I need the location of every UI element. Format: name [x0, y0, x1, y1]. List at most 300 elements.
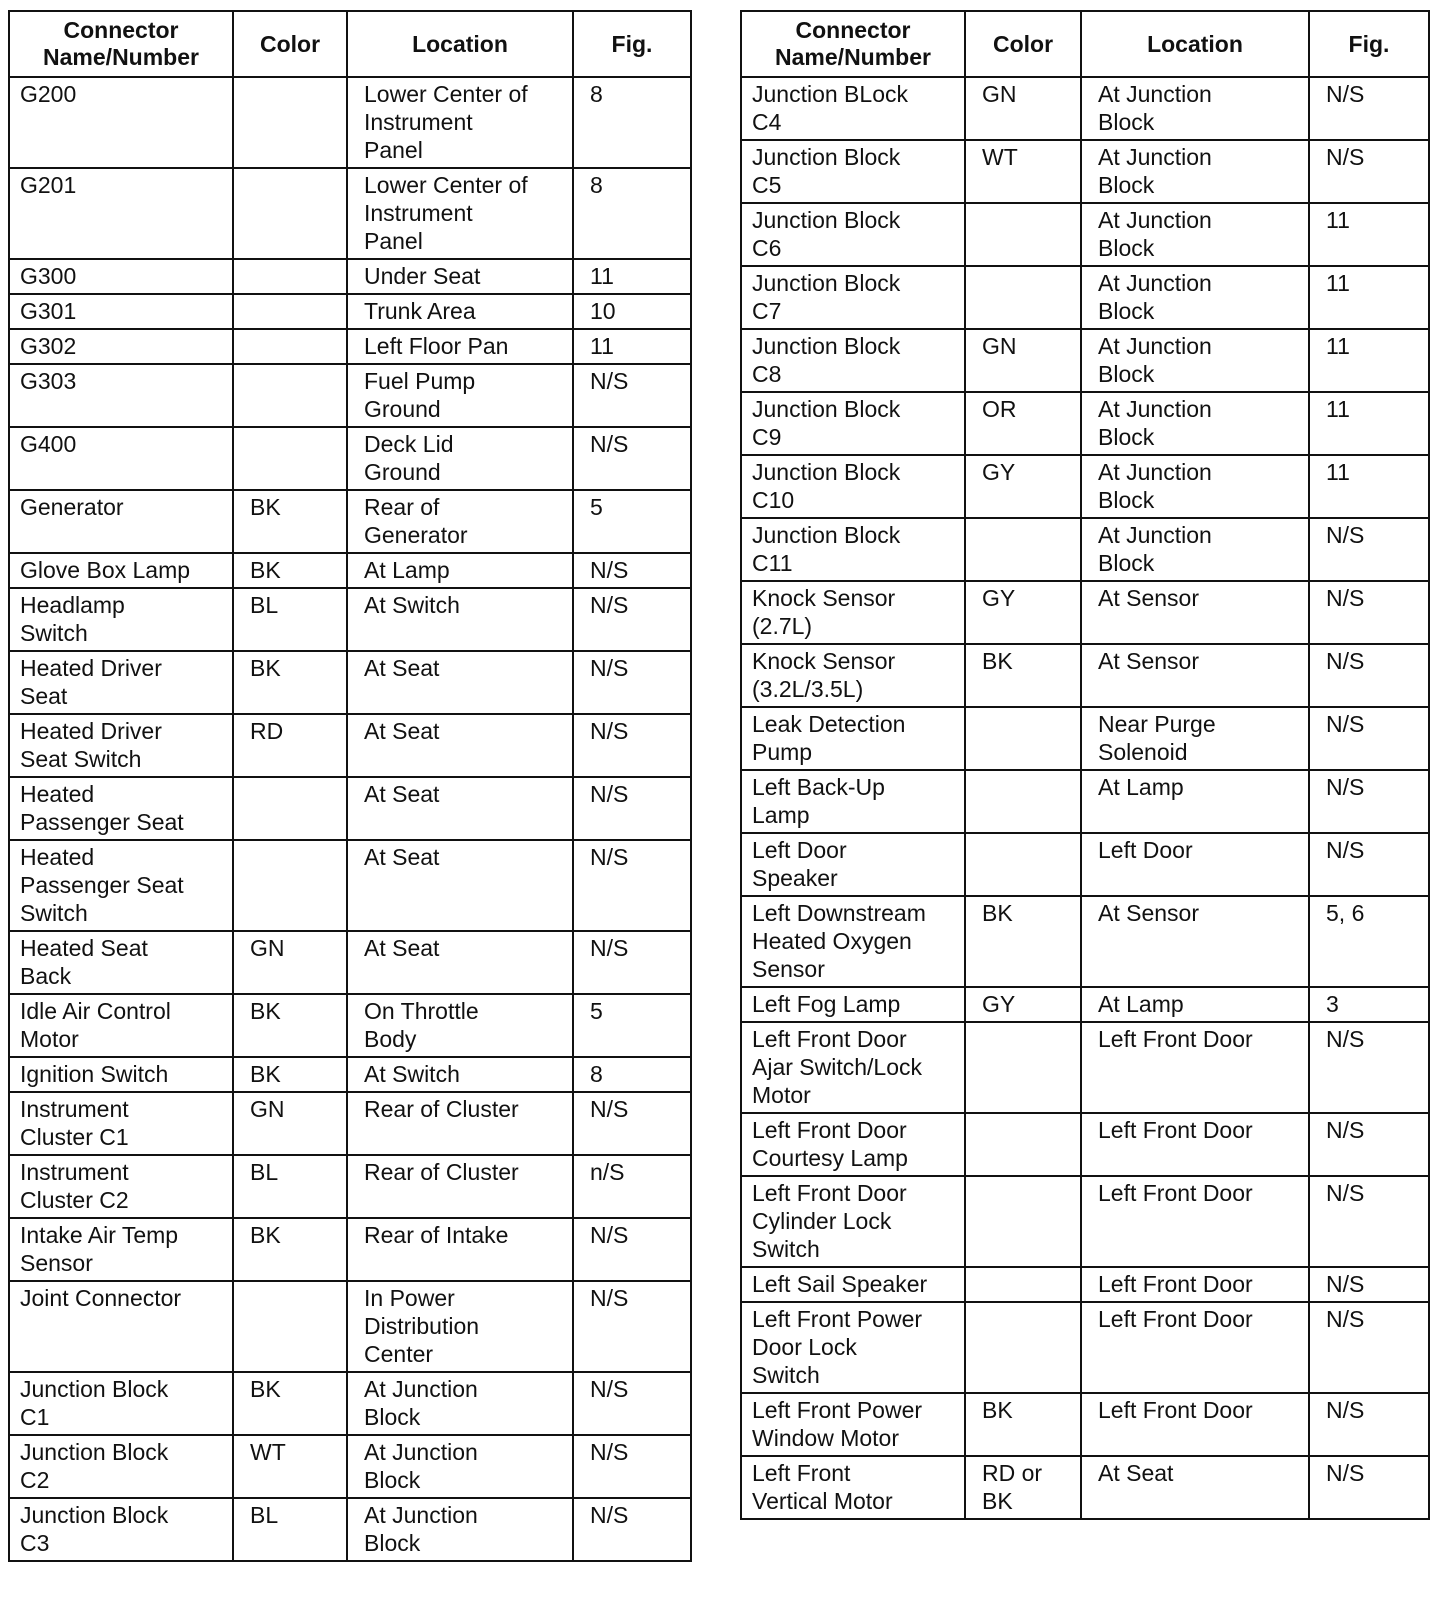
connector-name-cell: [741, 266, 965, 329]
fig-cell: [573, 1155, 691, 1218]
color-cell-text: GY: [982, 459, 1016, 485]
color-cell: [965, 1393, 1081, 1456]
fig-cell: [573, 1281, 691, 1372]
location-cell-text: At Seat: [364, 844, 440, 870]
location-cell: [1081, 1022, 1309, 1113]
fig-cell: [1309, 707, 1429, 770]
table-row: [741, 987, 1429, 1022]
location-cell: [347, 1281, 573, 1372]
location-cell-text: At Junction Block: [1098, 207, 1212, 261]
fig-cell-text: N/S: [1326, 144, 1365, 170]
connector-name-cell: [9, 77, 233, 168]
fig-cell: [1309, 987, 1429, 1022]
fig-cell: [573, 553, 691, 588]
table-row: [741, 1022, 1429, 1113]
color-cell-text: GY: [982, 991, 1016, 1017]
location-cell: [347, 588, 573, 651]
table-row: [9, 1218, 691, 1281]
color-cell-text: BL: [250, 1159, 279, 1185]
table-row: [9, 490, 691, 553]
connector-name-cell-text: Left Front Door Cylinder Lock Switch: [752, 1180, 907, 1262]
location-cell: [347, 427, 573, 490]
color-cell: [965, 770, 1081, 833]
connector-name-cell: [9, 294, 233, 329]
table-row: [741, 392, 1429, 455]
connector-name-cell: [9, 1372, 233, 1435]
color-cell: [965, 581, 1081, 644]
color-cell: [965, 518, 1081, 581]
color-cell-text: BK: [250, 557, 281, 583]
connector-name-cell-text: Knock Sensor (2.7L): [752, 585, 896, 639]
fig-cell: [1309, 140, 1429, 203]
connector-name-cell-text: Junction Block C5: [752, 144, 901, 198]
color-cell: [233, 1281, 347, 1372]
location-cell-text: At Junction Block: [364, 1439, 478, 1493]
fig-cell: [1309, 1022, 1429, 1113]
color-cell: [233, 1092, 347, 1155]
header-fig: Fig.: [573, 11, 691, 77]
color-cell: [233, 168, 347, 259]
location-cell: [347, 553, 573, 588]
fig-cell: [573, 931, 691, 994]
fig-cell: [573, 1435, 691, 1498]
location-cell-text: Left Front Door: [1098, 1026, 1253, 1052]
connector-name-cell-text: Heated Passenger Seat: [20, 781, 184, 835]
connector-name-cell-text: Generator: [20, 494, 124, 520]
color-cell: [965, 1176, 1081, 1267]
color-cell-text: GY: [982, 585, 1016, 611]
color-cell: [965, 1456, 1081, 1519]
location-cell: [347, 651, 573, 714]
color-cell-text: GN: [250, 1096, 285, 1122]
color-cell-text: BL: [250, 592, 279, 618]
location-cell-text: Rear of Generator: [364, 494, 468, 548]
connector-name-cell-text: G301: [20, 298, 77, 324]
connector-name-cell: [9, 329, 233, 364]
color-cell: [233, 651, 347, 714]
header-color: Color: [233, 11, 347, 77]
location-cell: [347, 168, 573, 259]
location-cell: [347, 294, 573, 329]
color-cell: [965, 1302, 1081, 1393]
location-cell: [347, 329, 573, 364]
fig-cell-text: 8: [590, 81, 603, 107]
table-row: [741, 581, 1429, 644]
location-cell: [1081, 833, 1309, 896]
table-row: [741, 140, 1429, 203]
location-cell-text: Rear of Cluster: [364, 1159, 519, 1185]
location-cell: [1081, 581, 1309, 644]
fig-cell: [1309, 770, 1429, 833]
color-cell: [233, 588, 347, 651]
color-cell-text: BK: [250, 1376, 281, 1402]
location-cell-text: At Junction Block: [1098, 459, 1212, 513]
location-cell-text: At Junction Block: [1098, 333, 1212, 387]
fig-cell: [573, 490, 691, 553]
connector-name-cell-text: Left Front Power Window Motor: [752, 1397, 923, 1451]
color-cell: [965, 707, 1081, 770]
fig-cell-text: N/S: [590, 781, 629, 807]
connector-name-cell: [9, 931, 233, 994]
location-cell-text: At Lamp: [364, 557, 450, 583]
table-row: [741, 1113, 1429, 1176]
fig-cell: [573, 427, 691, 490]
location-cell-text: At Sensor: [1098, 648, 1199, 674]
location-cell-text: At Junction Block: [1098, 144, 1212, 198]
location-cell: [1081, 1302, 1309, 1393]
fig-cell-text: N/S: [590, 557, 629, 583]
location-cell: [1081, 707, 1309, 770]
location-cell-text: At Junction Block: [364, 1502, 478, 1556]
color-cell: [233, 294, 347, 329]
color-cell: [965, 896, 1081, 987]
fig-cell-text: N/S: [590, 368, 629, 394]
location-cell-text: At Seat: [364, 655, 440, 681]
color-cell: [233, 1155, 347, 1218]
color-cell-text: BK: [250, 494, 281, 520]
connector-name-cell: [9, 364, 233, 427]
location-cell: [347, 1155, 573, 1218]
table-row: [741, 1393, 1429, 1456]
fig-cell: [573, 840, 691, 931]
fig-cell: [573, 1498, 691, 1561]
table-row: [9, 427, 691, 490]
connector-name-cell: [9, 777, 233, 840]
connector-name-cell: [9, 1057, 233, 1092]
table-row: [741, 1302, 1429, 1393]
table-row: [9, 329, 691, 364]
fig-cell-text: N/S: [590, 592, 629, 618]
fig-cell: [1309, 1267, 1429, 1302]
connector-name-cell-text: G200: [20, 81, 77, 107]
fig-cell: [1309, 644, 1429, 707]
fig-cell: [1309, 392, 1429, 455]
connector-name-cell-text: G300: [20, 263, 77, 289]
connector-name-cell: [9, 714, 233, 777]
table-header-row: [9, 11, 691, 77]
table-row: [9, 1372, 691, 1435]
table-row: [9, 1498, 691, 1561]
color-cell: [965, 392, 1081, 455]
table-row: [9, 294, 691, 329]
table-row: [9, 777, 691, 840]
connector-name-cell-text: Left Back-Up Lamp: [752, 774, 885, 828]
color-cell: [965, 1267, 1081, 1302]
fig-cell: [573, 1218, 691, 1281]
location-cell: [1081, 1456, 1309, 1519]
table-row: [741, 644, 1429, 707]
location-cell: [1081, 266, 1309, 329]
location-cell-text: At Junction Block: [1098, 270, 1212, 324]
connector-name-cell-text: Left Fog Lamp: [752, 991, 901, 1017]
fig-cell-text: N/S: [590, 1439, 629, 1465]
location-cell-text: At Junction Block: [1098, 81, 1212, 135]
fig-cell: [573, 1092, 691, 1155]
table-row: [741, 896, 1429, 987]
fig-cell: [1309, 77, 1429, 140]
table-row: [741, 1176, 1429, 1267]
table-row: [9, 651, 691, 714]
location-cell: [347, 714, 573, 777]
connector-name-cell: [741, 77, 965, 140]
location-cell-text: Under Seat: [364, 263, 481, 289]
fig-cell-text: N/S: [590, 1285, 629, 1311]
connector-name-cell: [9, 1218, 233, 1281]
fig-cell-text: 11: [1326, 207, 1350, 233]
location-cell: [347, 777, 573, 840]
color-cell-text: BK: [982, 648, 1013, 674]
connector-name-cell: [741, 644, 965, 707]
table-row: [741, 518, 1429, 581]
table-row: [9, 259, 691, 294]
fig-cell: [573, 994, 691, 1057]
fig-cell-text: N/S: [1326, 522, 1365, 548]
header-fig: Fig.: [1309, 11, 1429, 77]
location-cell-text: At Seat: [364, 718, 440, 744]
fig-cell-text: N/S: [590, 1222, 629, 1248]
connector-name-cell: [9, 259, 233, 294]
fig-cell-text: N/S: [1326, 1117, 1365, 1143]
connector-name-cell: [9, 168, 233, 259]
fig-cell-text: N/S: [590, 431, 629, 457]
header-connector: Connector Name/Number: [741, 11, 965, 77]
location-cell-text: Left Front Door: [1098, 1180, 1253, 1206]
location-cell: [1081, 77, 1309, 140]
fig-cell-text: N/S: [1326, 774, 1365, 800]
connector-name-cell: [741, 1113, 965, 1176]
location-cell: [347, 1498, 573, 1561]
connector-name-cell: [741, 581, 965, 644]
location-cell: [1081, 518, 1309, 581]
location-cell-text: Left Front Door: [1098, 1397, 1253, 1423]
color-cell-text: BL: [250, 1502, 279, 1528]
color-cell-text: BK: [982, 1397, 1013, 1423]
location-cell-text: Near Purge Solenoid: [1098, 711, 1216, 765]
connector-name-cell: [9, 1092, 233, 1155]
connector-name-cell-text: Joint Connector: [20, 1285, 182, 1311]
fig-cell: [573, 1057, 691, 1092]
fig-cell: [573, 294, 691, 329]
connector-name-cell: [741, 518, 965, 581]
fig-cell-text: N/S: [590, 655, 629, 681]
location-cell: [1081, 1113, 1309, 1176]
color-cell-text: RD: [250, 718, 284, 744]
table-row: [741, 770, 1429, 833]
connector-name-cell-text: Idle Air Control Motor: [20, 998, 171, 1052]
location-cell-text: Deck Lid Ground: [364, 431, 454, 485]
connector-name-cell: [9, 840, 233, 931]
color-cell: [965, 455, 1081, 518]
color-cell: [233, 364, 347, 427]
location-cell-text: In Power Distribution Center: [364, 1285, 480, 1367]
location-cell-text: Rear of Intake: [364, 1222, 509, 1248]
location-cell: [347, 490, 573, 553]
fig-cell-text: 5, 6: [1326, 900, 1365, 926]
location-cell: [347, 259, 573, 294]
connector-name-cell-text: Left Downstream Heated Oxygen Sensor: [752, 900, 926, 982]
location-cell: [347, 364, 573, 427]
fig-cell-text: N/S: [590, 718, 629, 744]
connector-name-cell: [741, 770, 965, 833]
connector-name-cell: [741, 1302, 965, 1393]
color-cell-text: WT: [250, 1439, 286, 1465]
fig-cell-text: N/S: [1326, 711, 1365, 737]
fig-cell-text: N/S: [1326, 1026, 1365, 1052]
header-location: Location: [1081, 11, 1309, 77]
connector-table-right: [740, 10, 1430, 1520]
fig-cell-text: 8: [590, 1061, 603, 1087]
connector-name-cell-text: Left Sail Speaker: [752, 1271, 928, 1297]
table-row: [9, 931, 691, 994]
header-connector: Connector Name/Number: [9, 11, 233, 77]
location-cell: [347, 1057, 573, 1092]
color-cell: [233, 1057, 347, 1092]
fig-cell-text: 11: [590, 263, 614, 289]
location-cell-text: At Seat: [1098, 1460, 1174, 1486]
location-cell-text: At Junction Block: [364, 1376, 478, 1430]
connector-name-cell: [741, 987, 965, 1022]
table-row: [9, 1435, 691, 1498]
connector-name-cell: [9, 427, 233, 490]
connector-name-cell-text: Left Front Door Ajar Switch/Lock Motor: [752, 1026, 923, 1108]
fig-cell-text: N/S: [590, 1502, 629, 1528]
location-cell-text: Left Front Door: [1098, 1306, 1253, 1332]
location-cell: [347, 994, 573, 1057]
location-cell: [347, 1218, 573, 1281]
color-cell-text: GN: [982, 81, 1017, 107]
connector-name-cell-text: Junction Block C7: [752, 270, 901, 324]
fig-cell: [1309, 896, 1429, 987]
fig-cell: [1309, 581, 1429, 644]
color-cell-text: BK: [250, 1222, 281, 1248]
location-cell-text: At Junction Block: [1098, 522, 1212, 576]
connector-name-cell-text: Intake Air Temp Sensor: [20, 1222, 179, 1276]
location-cell-text: At Sensor: [1098, 900, 1199, 926]
connector-name-cell-text: Junction Block C11: [752, 522, 901, 576]
connector-name-cell: [741, 203, 965, 266]
connector-name-cell: [741, 707, 965, 770]
table-row: [741, 707, 1429, 770]
color-cell-text: WT: [982, 144, 1018, 170]
connector-name-cell: [9, 553, 233, 588]
connector-name-cell: [741, 833, 965, 896]
fig-cell: [1309, 329, 1429, 392]
connector-name-cell-text: Junction Block C2: [20, 1439, 169, 1493]
color-cell: [233, 714, 347, 777]
fig-cell: [573, 364, 691, 427]
location-cell: [347, 840, 573, 931]
fig-cell: [573, 777, 691, 840]
connector-name-cell: [741, 1456, 965, 1519]
fig-cell-text: N/S: [590, 1096, 629, 1122]
connector-name-cell: [741, 1393, 965, 1456]
connector-name-cell-text: G400: [20, 431, 77, 457]
location-cell-text: At Lamp: [1098, 774, 1184, 800]
location-cell: [1081, 392, 1309, 455]
connector-name-cell-text: Headlamp Switch: [20, 592, 125, 646]
table-row: [9, 1057, 691, 1092]
fig-cell-text: N/S: [590, 935, 629, 961]
color-cell-text: OR: [982, 396, 1017, 422]
connector-name-cell: [9, 1281, 233, 1372]
location-cell: [1081, 896, 1309, 987]
connector-name-cell-text: Junction BLock C4: [752, 81, 908, 135]
fig-cell: [1309, 455, 1429, 518]
fig-cell-text: N/S: [1326, 648, 1365, 674]
connector-name-cell-text: G201: [20, 172, 77, 198]
location-cell: [1081, 329, 1309, 392]
color-cell-text: BK: [982, 900, 1013, 926]
fig-cell: [573, 714, 691, 777]
fig-cell: [573, 329, 691, 364]
location-cell: [1081, 987, 1309, 1022]
table-row: [9, 1092, 691, 1155]
location-cell: [1081, 1176, 1309, 1267]
location-cell-text: Lower Center of Instrument Panel: [364, 172, 528, 254]
color-cell: [965, 140, 1081, 203]
location-cell-text: At Lamp: [1098, 991, 1184, 1017]
connector-name-cell: [9, 1435, 233, 1498]
table-row: [741, 455, 1429, 518]
color-cell: [233, 1498, 347, 1561]
table-row: [741, 329, 1429, 392]
connector-name-cell-text: Left Front Power Door Lock Switch: [752, 1306, 923, 1388]
connector-name-cell: [9, 1498, 233, 1561]
connector-name-cell-text: Ignition Switch: [20, 1061, 169, 1087]
connector-name-cell-text: Junction Block C1: [20, 1376, 169, 1430]
color-cell-text: BK: [250, 1061, 281, 1087]
fig-cell: [573, 651, 691, 714]
fig-cell-text: N/S: [1326, 1271, 1365, 1297]
fig-cell: [1309, 833, 1429, 896]
table-row: [9, 1281, 691, 1372]
table-row: [741, 1267, 1429, 1302]
fig-cell-text: 3: [1326, 991, 1339, 1017]
connector-name-cell: [9, 588, 233, 651]
color-cell: [233, 259, 347, 294]
location-cell: [1081, 644, 1309, 707]
fig-cell: [1309, 1302, 1429, 1393]
location-cell-text: Rear of Cluster: [364, 1096, 519, 1122]
color-cell: [233, 840, 347, 931]
location-cell-text: At Switch: [364, 592, 460, 618]
location-cell-text: Left Front Door: [1098, 1271, 1253, 1297]
location-cell: [1081, 203, 1309, 266]
connector-name-cell: [741, 140, 965, 203]
fig-cell-text: N/S: [1326, 1397, 1365, 1423]
connector-name-cell-text: Heated Driver Seat: [20, 655, 162, 709]
fig-cell-text: 11: [1326, 333, 1350, 359]
color-cell: [233, 329, 347, 364]
connector-name-cell: [741, 1176, 965, 1267]
color-cell: [233, 1372, 347, 1435]
location-cell: [1081, 1393, 1309, 1456]
location-cell-text: Lower Center of Instrument Panel: [364, 81, 528, 163]
location-cell: [347, 1435, 573, 1498]
color-cell: [233, 427, 347, 490]
location-cell-text: At Junction Block: [1098, 396, 1212, 450]
fig-cell-text: 5: [590, 998, 603, 1024]
location-cell: [347, 77, 573, 168]
fig-cell-text: 5: [590, 494, 603, 520]
fig-cell: [1309, 1176, 1429, 1267]
fig-cell: [1309, 1456, 1429, 1519]
color-cell: [233, 77, 347, 168]
color-cell-text: RD or BK: [982, 1460, 1043, 1514]
fig-cell-text: N/S: [1326, 1180, 1365, 1206]
table-row: [741, 203, 1429, 266]
fig-cell-text: n/S: [590, 1159, 625, 1185]
